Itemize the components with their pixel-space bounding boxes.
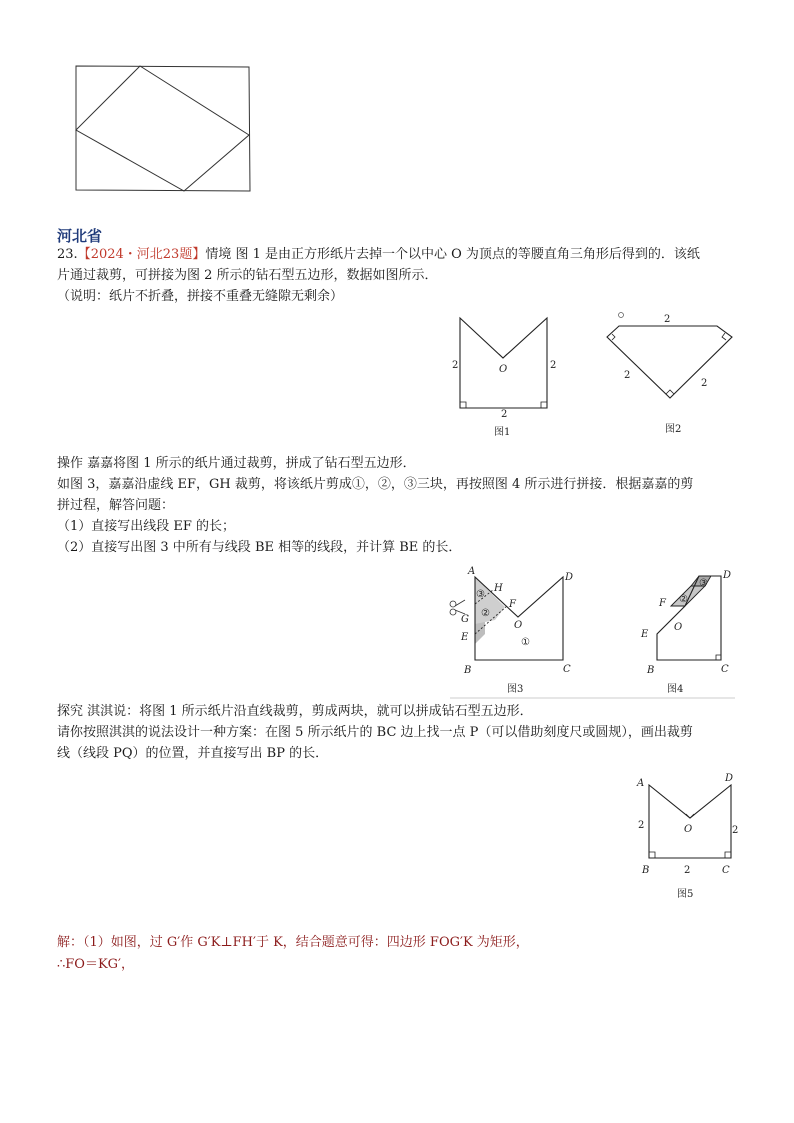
problem-number: 23. [57, 247, 78, 262]
explore-line-2: 请你按照淇淇的说法设计一种方案：在图 5 所示纸片的 BC 边上找一点 P（可以借助刻度尺或圆规），画出裁剪 [57, 725, 693, 740]
fig4-d-label: D [723, 570, 732, 581]
fig2-lower-left-label: 2 [624, 370, 631, 381]
fig3-piece-3: ③ [476, 589, 485, 600]
operation-line-3: 拼过程，解答问题： [57, 498, 175, 513]
fig1-o-label: O [499, 364, 508, 375]
fig1-left-label: 2 [452, 360, 459, 371]
fig5-a-label: A [637, 778, 645, 789]
fig5-d-label: D [725, 773, 734, 784]
problem-text-1: 情境 图 1 是由正方形纸片去掉一个以中心 O 为顶点的等腰直角三角形后得到的．该纸 [205, 247, 700, 262]
fig4-o-label: O [674, 622, 683, 633]
fig3-g-label: G [461, 614, 469, 625]
fig1-caption: 图1 [494, 427, 511, 438]
solution-line-2: ∴FO＝KG′， [57, 957, 134, 972]
fig2-lower-right-label: 2 [701, 378, 708, 389]
fig3-caption: 图3 [507, 684, 524, 695]
fig5-left-label: 2 [638, 820, 645, 831]
top-rectangle-figure [74, 64, 252, 194]
fig3-b-label: B [464, 665, 472, 676]
fig5-caption: 图5 [677, 889, 694, 900]
fig3-piece-1: ① [521, 637, 530, 648]
problem-line-1 [57, 246, 700, 264]
fig2-top-label: 2 [664, 314, 671, 325]
fig1-right-label: 2 [550, 360, 557, 371]
operation-line-2: 如图 3，嘉嘉沿虚线 EF，GH 裁剪，将该纸片剪成①，②，③三块，再按照图 4 所示进行拼接．根据嘉嘉的剪 [57, 477, 694, 492]
fig5-b-label: B [642, 865, 650, 876]
fig3-h-label: H [494, 583, 503, 594]
figure-1 [450, 313, 560, 441]
solution-line-1: 解：（1）如图，过 G′作 G′K⊥FH′于 K，结合题意可得：四边形 FOG′K 为矩形， [57, 935, 529, 950]
fig3-f-label: F [509, 599, 516, 610]
section-title: 河北省 [57, 227, 103, 245]
operation-line-1: 操作 嘉嘉将图 1 所示的纸片通过裁剪，拼成了钻石型五边形． [57, 456, 416, 471]
fig3-a-label: A [468, 566, 476, 577]
fig4-piece-2: ② [679, 594, 688, 605]
fig3-o-label: O [514, 620, 523, 631]
explore-line-3: 线（线段 PQ）的位置，并直接写出 BP 的长． [57, 746, 329, 761]
explore-line-1: 探究 淇淇说：将图 1 所示纸片沿直线裁剪，剪成两块，就可以拼成钻石型五边形． [57, 704, 533, 719]
fig4-caption: 图4 [667, 684, 684, 695]
question-2: （2）直接写出图 3 中所有与线段 BE 相等的线段，并计算 BE 的长． [57, 540, 462, 555]
figure-4 [640, 570, 731, 695]
fig3-c-label: C [563, 664, 571, 675]
problem-source: 【2024・河北23题】 [77, 247, 206, 262]
fig5-bottom-label: 2 [684, 865, 691, 876]
fig4-f-label: F [659, 598, 666, 609]
problem-note: （说明：纸片不折叠，拼接不重叠无缝隙无剩余） [57, 289, 344, 304]
fig1-bottom-label: 2 [501, 409, 508, 420]
question-1: （1）直接写出线段 EF 的长； [57, 519, 236, 534]
fig5-right-label: 2 [732, 825, 739, 836]
figure-2 [600, 310, 740, 436]
fig3-d-label: D [565, 572, 574, 583]
fig4-piece-3: ③ [699, 578, 708, 589]
figure-3 [445, 562, 745, 700]
fig2-caption: 图2 [665, 424, 682, 435]
problem-line-2: 片通过裁剪，可拼接为图 2 所示的钻石型五边形，数据如图所示． [57, 268, 438, 283]
fig5-o-label: O [684, 824, 693, 835]
scissors-icon [450, 600, 465, 615]
fig3-e-label: E [461, 632, 469, 643]
fig5-c-label: C [722, 865, 730, 876]
fig3-piece-2: ② [481, 608, 490, 619]
figure-5 [632, 770, 747, 902]
fig4-e-label: E [641, 629, 649, 640]
fig4-c-label: C [721, 664, 729, 675]
fig4-b-label: B [647, 665, 655, 676]
